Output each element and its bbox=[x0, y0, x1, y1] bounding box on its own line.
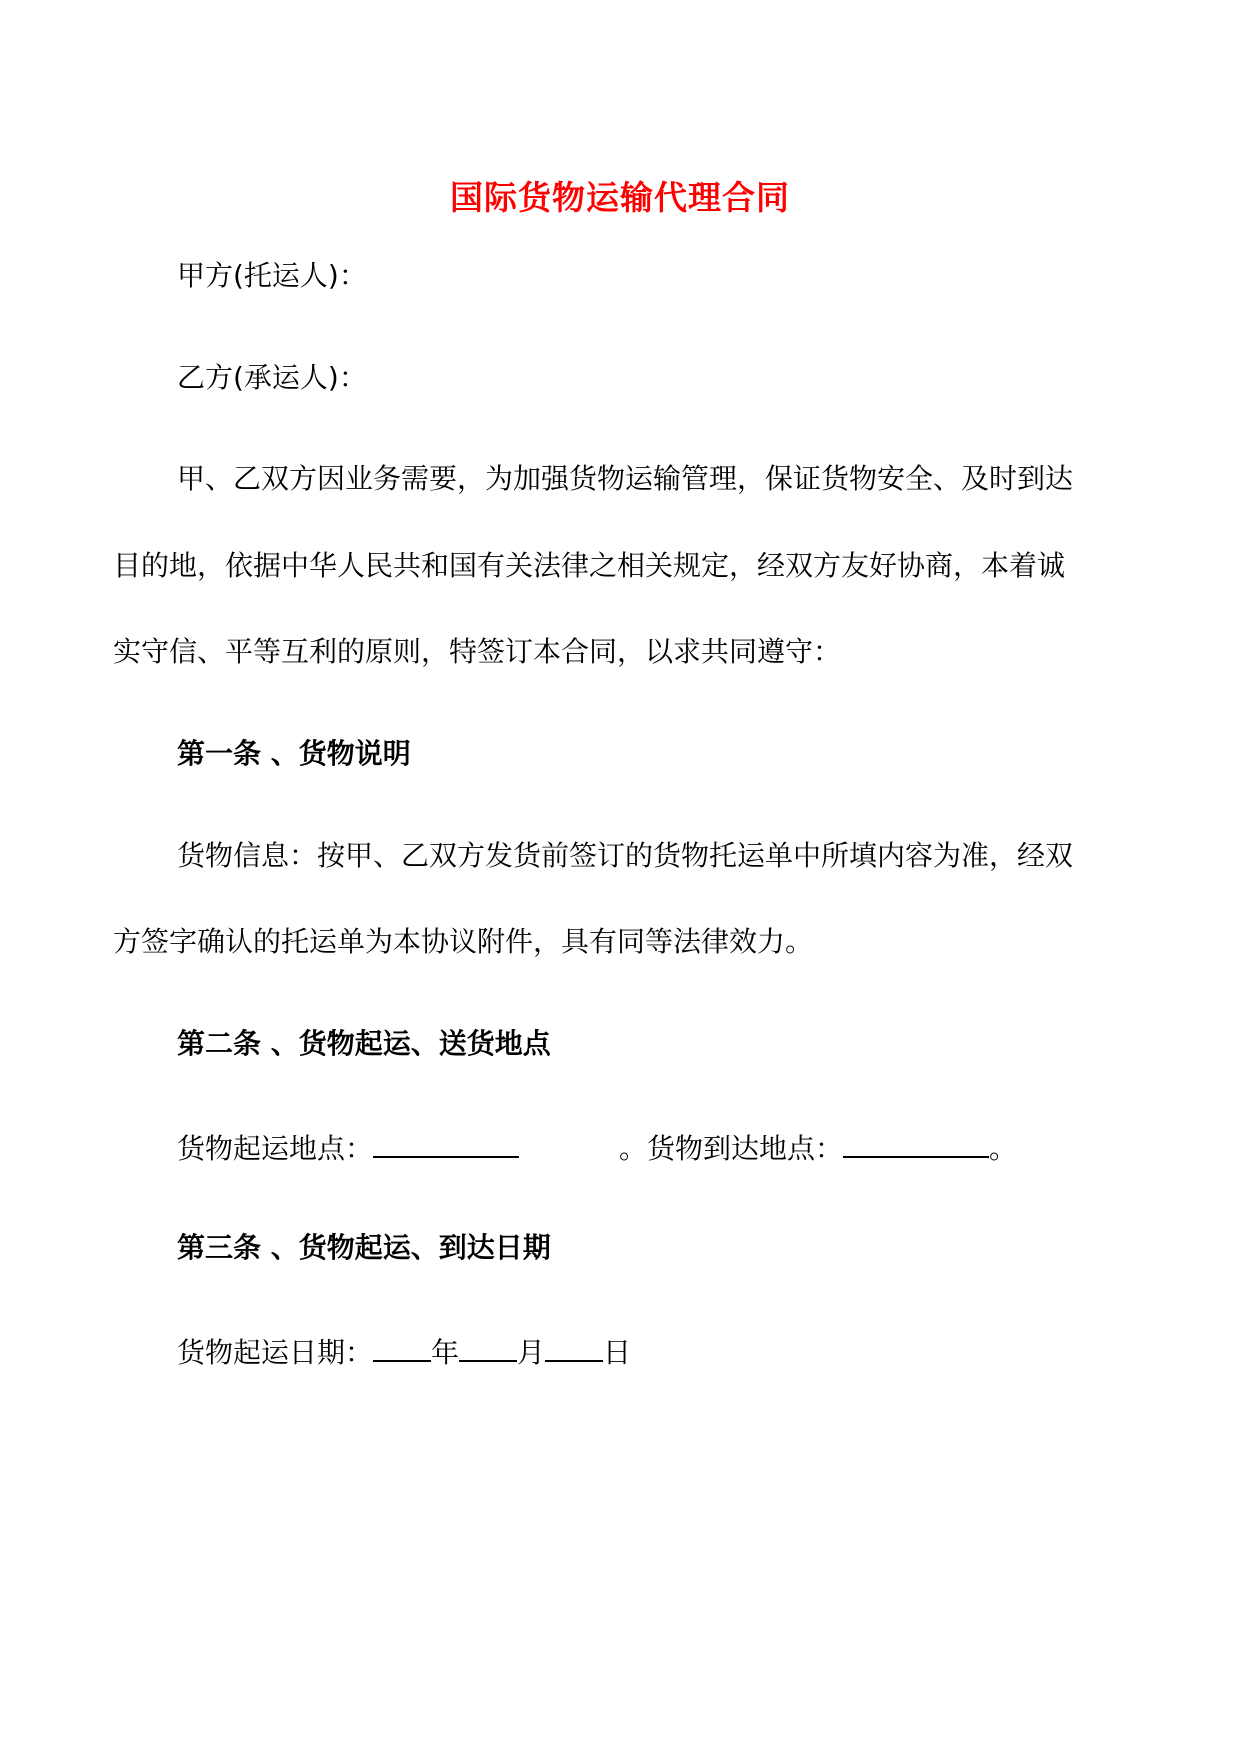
destination-label: 。货物到达地点： bbox=[619, 1132, 844, 1165]
day-blank bbox=[545, 1330, 603, 1362]
date-label: 货物起运日期： bbox=[177, 1336, 374, 1369]
article-3-date bbox=[177, 1330, 631, 1373]
article-1-body-line-2: 方签字确认的托运单为本协议附件，具有同等法律效力。 bbox=[113, 925, 814, 958]
party-a-label: 甲方(托运人)： bbox=[177, 259, 367, 292]
month-label: 月 bbox=[517, 1336, 546, 1369]
origin-label: 货物起运地点： bbox=[177, 1132, 374, 1165]
year-label: 年 bbox=[431, 1336, 460, 1369]
article-3-heading: 第三条 、货物起运、到达日期 bbox=[177, 1231, 551, 1264]
preamble-line-3: 实守信、平等互利的原则，特签订本合同，以求共同遵守： bbox=[113, 635, 842, 668]
destination-blank bbox=[843, 1126, 989, 1158]
day-label: 日 bbox=[603, 1336, 632, 1369]
article-1-body-line-1: 货物信息：按甲、乙双方发货前签订的货物托运单中所填内容为准，经双 bbox=[177, 839, 1074, 872]
end-mark: 。 bbox=[989, 1132, 1018, 1165]
year-blank bbox=[373, 1330, 431, 1362]
preamble-line-1: 甲、乙双方因业务需要，为加强货物运输管理，保证货物安全、及时到达 bbox=[177, 462, 1074, 495]
article-2-heading: 第二条 、货物起运、送货地点 bbox=[177, 1027, 551, 1060]
document-title: 国际货物运输代理合同 bbox=[450, 178, 790, 217]
party-b-label: 乙方(承运人)： bbox=[177, 361, 367, 394]
article-1-heading: 第一条 、货物说明 bbox=[177, 737, 411, 770]
article-2-locations bbox=[177, 1126, 1017, 1169]
preamble-line-2: 目的地，依据中华人民共和国有关法律之相关规定，经双方友好协商，本着诚 bbox=[113, 549, 1066, 582]
month-blank bbox=[459, 1330, 517, 1362]
origin-blank bbox=[373, 1126, 519, 1158]
